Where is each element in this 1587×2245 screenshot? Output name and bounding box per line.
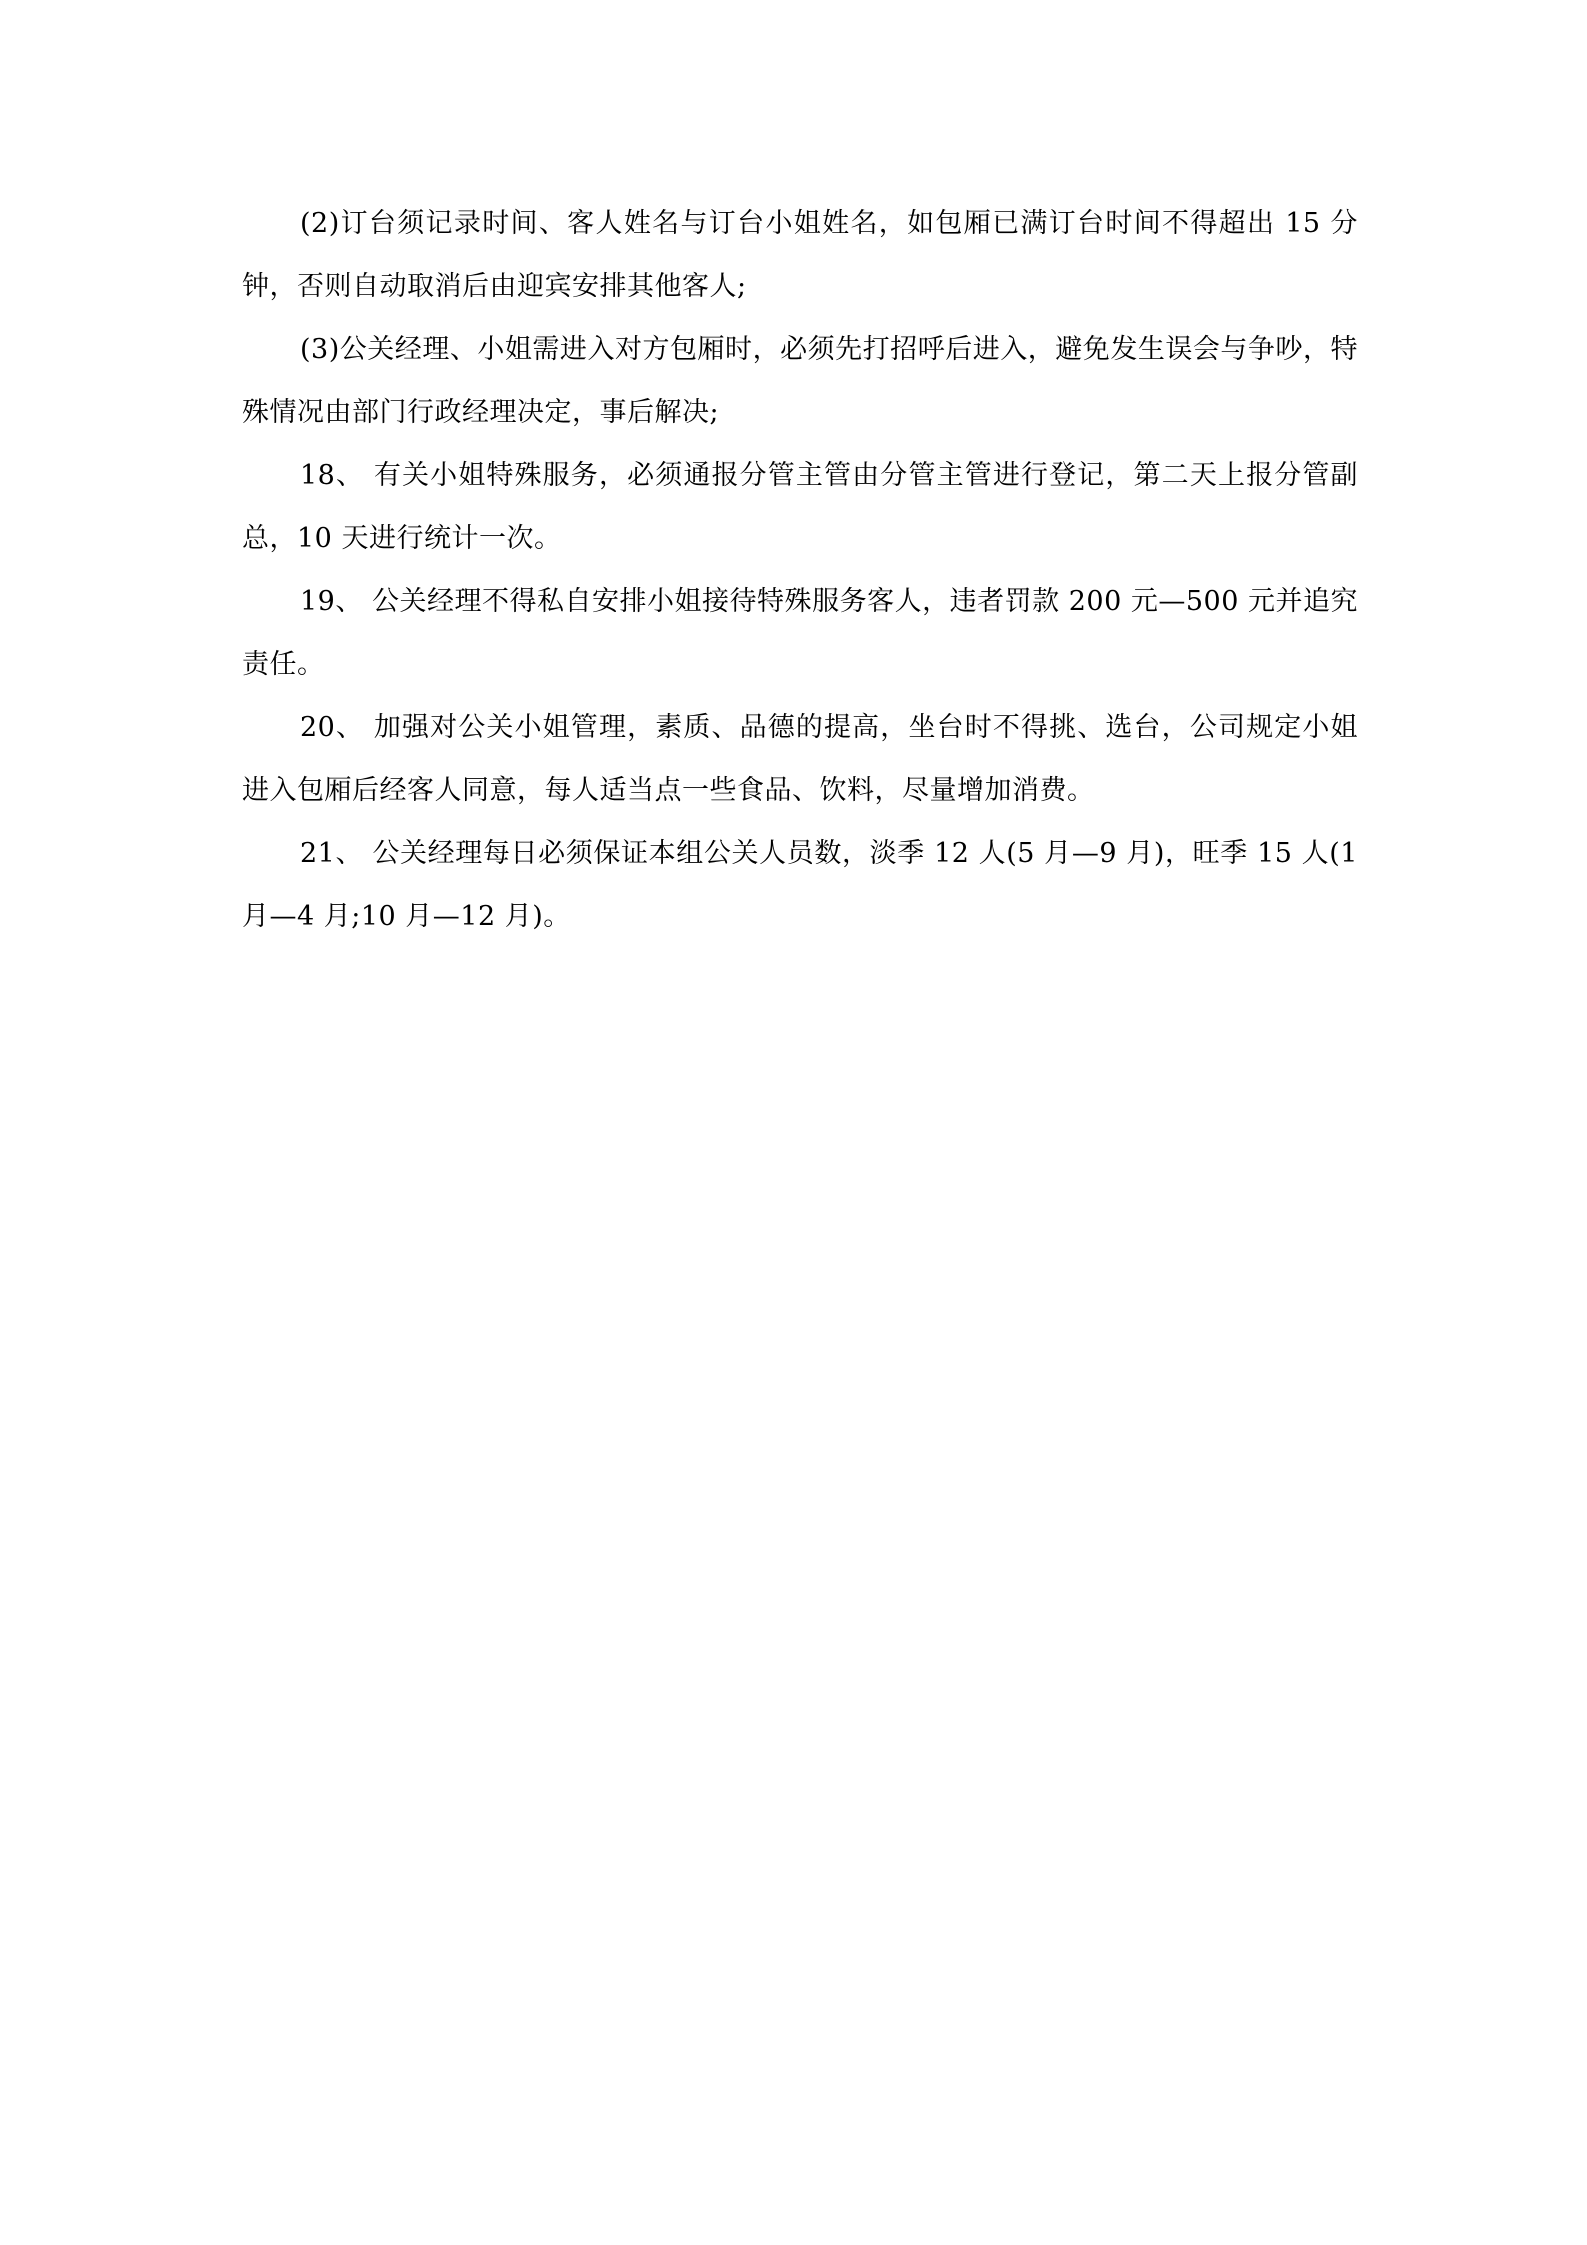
- document-page: [242, 192, 1358, 948]
- paragraph-entering-rooms: (3)公关经理、小姐需进入对方包厢时，必须先打招呼后进入，避免发生误会与争吵，特殊情况由部门行政经理决定，事后解决;: [242, 334, 1358, 428]
- paragraph-rule-20: 20、 加强对公关小姐管理，素质、品德的提高，坐台时不得挑、选台，公司规定小姐进入包厢后经客人同意，每人适当点一些食品、饮料，尽量增加消费。: [242, 712, 1358, 806]
- paragraph-rule-21: 21、 公关经理每日必须保证本组公关人员数，淡季 12 人(5 月—9 月)，旺季 15 人(1 月—4 月;10 月—12 月)。: [242, 838, 1358, 932]
- paragraph-rule-19: 19、 公关经理不得私自安排小姐接待特殊服务客人，违者罚款 200 元—500 元并追究责任。: [242, 586, 1358, 680]
- paragraph-rule-18: 18、 有关小姐特殊服务，必须通报分管主管由分管主管进行登记，第二天上报分管副总，10 天进行统计一次。: [242, 460, 1358, 554]
- paragraph-booking-record: (2)订台须记录时间、客人姓名与订台小姐姓名，如包厢已满订台时间不得超出 15 分钟，否则自动取消后由迎宾安排其他客人;: [242, 208, 1358, 302]
